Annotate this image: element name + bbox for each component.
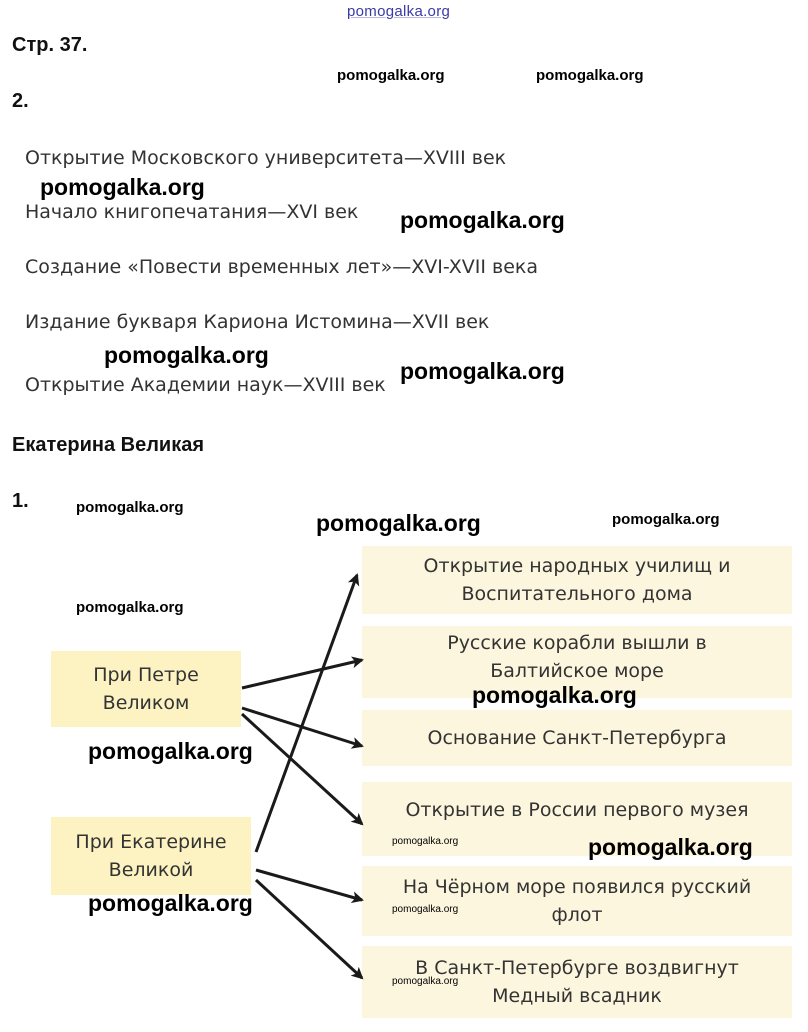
arrow — [242, 660, 362, 688]
ruler-line: При Екатерине — [75, 831, 227, 853]
page-label: Стр. 37. — [12, 34, 88, 56]
watermark-text: pomogalka.org — [392, 836, 459, 847]
event-line: Воспитательного дома — [461, 583, 693, 605]
watermark-text: pomogalka.org — [76, 499, 184, 516]
section-title: Екатерина Великая — [12, 434, 205, 456]
watermark-text: pomogalka.org — [472, 682, 637, 708]
watermark-text: pomogalka.org — [392, 976, 459, 987]
arrow — [256, 575, 357, 852]
watermark-text: pomogalka.org — [400, 207, 565, 233]
watermark-text: pomogalka.org — [337, 67, 445, 84]
ruler-line: При Петре — [93, 664, 199, 686]
arrow — [242, 714, 362, 824]
task2-item: Открытие Московского университета—XVIII век — [25, 147, 507, 169]
watermark-text: pomogalka.org — [88, 890, 253, 916]
watermark-text: pomogalka.org — [76, 599, 184, 616]
event-line: Балтийское море — [490, 660, 664, 682]
watermark-text: pomogalka.org — [392, 904, 459, 915]
watermark-text: pomogalka.org — [40, 174, 205, 200]
task2-item: Открытие Академии наук—XVIII век — [25, 374, 386, 396]
event-line: Открытие в России первого музея — [405, 799, 749, 821]
task-number: 2. — [12, 90, 29, 112]
event-line: Русские корабли вышли в — [447, 632, 707, 654]
watermark-text: pomogalka.org — [536, 67, 644, 84]
task-number: 1. — [12, 490, 29, 512]
task2-item: Создание «Повести временных лет»—XVI-XVII века — [25, 256, 539, 278]
watermark-text: pomogalka.org — [588, 834, 753, 860]
event-line: Открытие народных училищ и — [423, 555, 731, 577]
event-line: В Санкт-Петербурге воздвигнут — [415, 957, 739, 979]
watermark-text: pomogalka.org — [400, 358, 565, 384]
watermark-text: pomogalka.org — [104, 342, 269, 368]
event-line: Медный всадник — [492, 985, 662, 1007]
task2-item: Издание букваря Кариона Истомина—XVII век — [25, 311, 490, 333]
watermark-text: pomogalka.org — [316, 510, 481, 536]
ruler-line: Великом — [102, 692, 190, 714]
watermark-text: pomogalka.org — [612, 511, 720, 528]
event-line: флот — [551, 904, 603, 926]
ruler-line: Великой — [108, 859, 194, 881]
event-line: Основание Санкт-Петербурга — [427, 727, 727, 749]
watermark-text: pomogalka.org — [88, 738, 253, 764]
top-watermark: pomogalka.org — [347, 3, 451, 20]
task2-item: Начало книгопечатания—XVI век — [25, 201, 359, 223]
event-line: На Чёрном море появился русский — [402, 876, 752, 898]
